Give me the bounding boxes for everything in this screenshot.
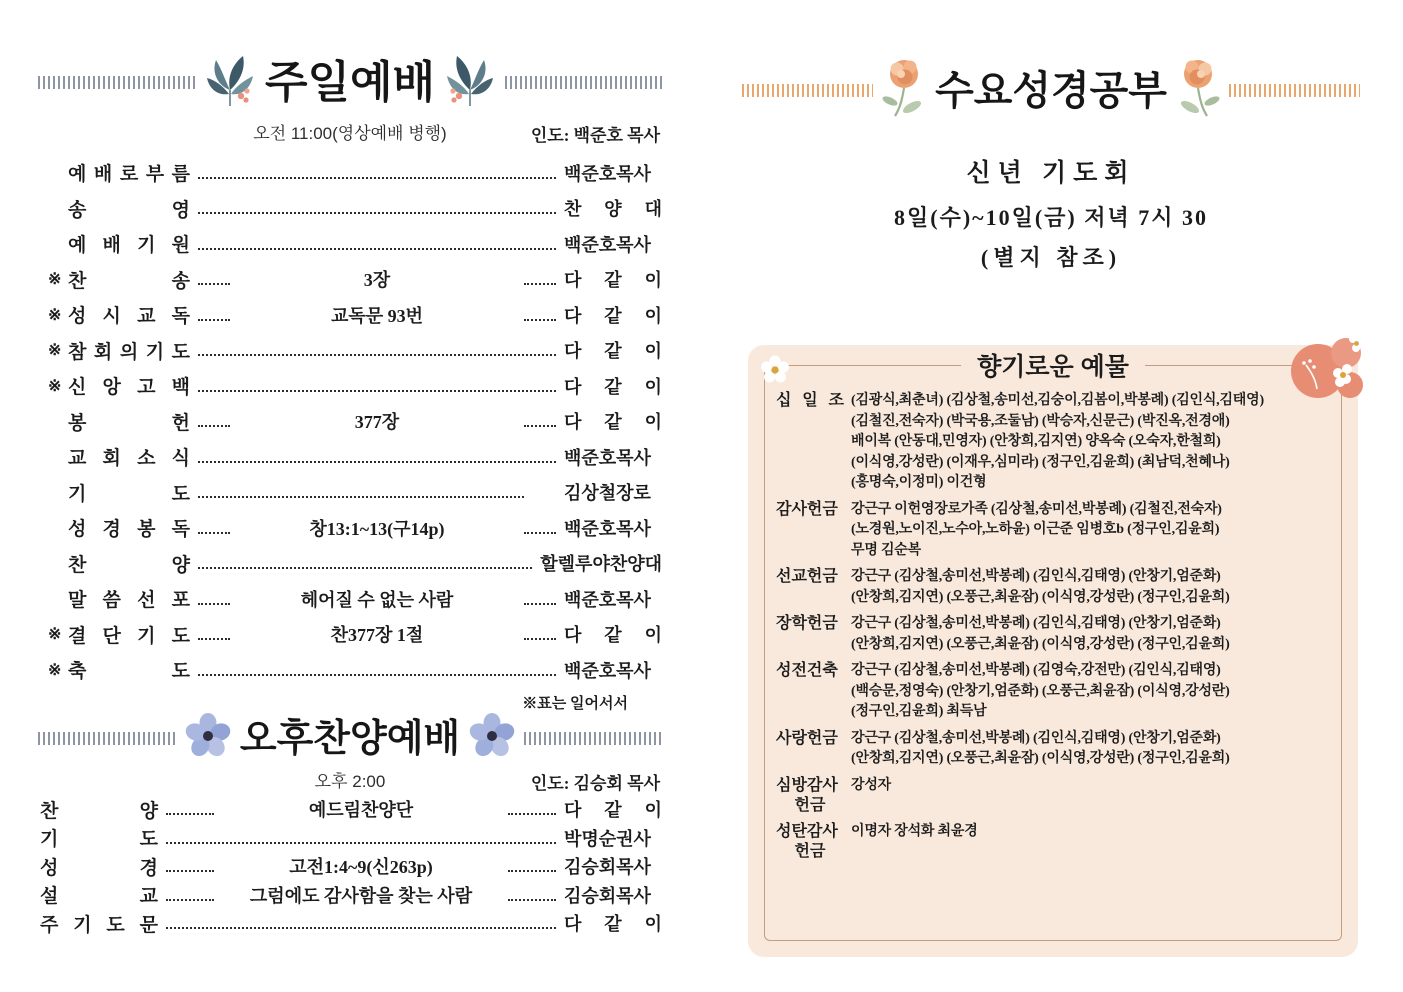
afternoon-leader: 인도: 김승회 목사 <box>530 774 660 793</box>
row-name: 백준호목사 <box>564 518 651 539</box>
offering-item <box>776 729 1340 770</box>
morning-title: 주일예배 <box>265 57 436 107</box>
offering-item <box>776 822 1340 862</box>
offering-names: 강근구 (김상철,송미선,박봉례) (김영숙,강전만) (김인식,김태영) (백승문,정영숙) (안창기,엄준화) (오풍근,최윤잠) (이식영,강성란) (정구인,김윤희) 최득남 <box>851 663 1230 719</box>
notice-schedule: 8일(수)~10일(금) 저녁 7시 30 <box>893 205 1208 230</box>
row-label: 설 교 <box>40 886 158 908</box>
notice-reference: (별지 참조) <box>980 245 1122 270</box>
worship-row <box>38 404 662 440</box>
morning-header <box>38 52 662 113</box>
row-label: 성 경 봉 독 <box>68 519 190 541</box>
stripe-rule-left <box>38 732 176 745</box>
offering-label: 사랑헌금 <box>776 729 838 747</box>
wednesday-title: 수요성경공부 <box>935 68 1167 113</box>
stripe-rule-left <box>38 76 195 89</box>
dotted-leader <box>166 860 214 872</box>
dotted-leader <box>198 486 524 498</box>
afternoon-header <box>38 712 662 765</box>
offering-label: 성탄감사 헌금 <box>776 822 838 860</box>
offering-item <box>776 661 1340 723</box>
leaf-sprig-icon <box>443 52 497 113</box>
row-center-value: 고전1:4~9(신263p) <box>289 857 433 878</box>
dotted-leader <box>508 803 556 815</box>
offering-item <box>776 776 1340 816</box>
dotted-leader <box>508 860 556 872</box>
row-name: 다 같 이 <box>564 270 662 291</box>
offerings-title: 향기로운 예물 <box>961 347 1145 383</box>
offering-label: 십 일 조 <box>776 392 844 409</box>
row-label: 성 시 교 독 <box>68 306 190 328</box>
worship-row <box>38 368 662 404</box>
row-name: 백준호목사 <box>564 589 651 610</box>
worship-row <box>38 475 662 511</box>
anemone-flower-icon <box>184 712 232 765</box>
stripe-rule-left <box>742 84 873 97</box>
row-label: 예 배 로 부 름 <box>68 164 190 186</box>
row-name: 백준호목사 <box>564 447 651 468</box>
row-center-value: 그럼에도 감사함을 찾는 사람 <box>249 885 473 906</box>
row-name: 다 같 이 <box>564 625 662 646</box>
worship-row <box>38 297 662 333</box>
row-name: 박명순권사 <box>564 828 651 849</box>
blossom-icon <box>759 354 791 391</box>
stand-mark: ※ <box>48 661 62 679</box>
row-label: 축 도 <box>68 661 190 683</box>
worship-row <box>38 155 662 191</box>
row-name: 다 같 이 <box>564 412 662 433</box>
worship-row <box>38 617 662 653</box>
new-year-prayer-notice <box>742 153 1360 272</box>
leaf-sprig-icon <box>203 52 257 113</box>
offering-names: 강근구 (김상철,송미선,박봉례) (김인식,김태영) (안창기,엄준화) (안창희,김지연) (오풍근,최윤잠) (이식영,강성란) (정구인,김윤희) <box>851 616 1230 652</box>
offering-item <box>776 391 1340 494</box>
row-label: 말 씀 선 포 <box>68 590 190 612</box>
dotted-leader <box>198 557 532 569</box>
worship-row <box>38 909 662 938</box>
worship-row <box>38 333 662 369</box>
row-name: 백준호목사 <box>564 660 651 681</box>
row-name: 백준호목사 <box>564 234 651 255</box>
afternoon-order-list <box>38 795 662 938</box>
dotted-leader <box>198 238 556 250</box>
peony-flower-icon <box>881 58 927 123</box>
row-center-value: 찬377장 1절 <box>330 625 424 646</box>
morning-service-section <box>38 52 662 713</box>
stand-mark: ※ <box>48 306 62 324</box>
row-center-value: 377장 <box>354 412 400 433</box>
row-name: 다 같 이 <box>564 376 662 397</box>
offering-label: 심방감사 헌금 <box>776 776 838 814</box>
dotted-leader <box>198 380 556 392</box>
offering-label: 성전건축 <box>776 662 838 679</box>
dotted-leader <box>198 309 230 321</box>
morning-order-list <box>38 155 662 688</box>
dotted-leader <box>508 889 556 901</box>
stand-mark: ※ <box>48 342 62 360</box>
dotted-leader <box>198 202 556 214</box>
worship-row <box>38 191 662 227</box>
worship-row <box>38 652 662 688</box>
notice-title: 신년 기도회 <box>966 160 1136 187</box>
worship-row <box>38 546 662 582</box>
stand-mark: ※ <box>48 377 62 395</box>
row-center-value: 헤어질 수 없는 사람 <box>300 589 454 610</box>
dotted-leader <box>198 451 556 463</box>
dotted-leader <box>198 593 230 605</box>
dotted-leader <box>198 522 230 534</box>
offering-label: 감사헌금 <box>776 500 838 518</box>
row-label: 예 배 기 원 <box>68 235 190 257</box>
offering-names: 이명자 장석화 최윤경 <box>851 823 978 839</box>
offering-label: 선교헌금 <box>776 568 838 585</box>
row-center-value: 교독문 93번 <box>330 305 424 326</box>
row-label: 송 영 <box>68 199 190 221</box>
row-label: 찬 양 <box>68 554 190 576</box>
dotted-leader <box>524 309 556 321</box>
offerings-box <box>748 345 1358 957</box>
worship-row <box>38 262 662 298</box>
row-name: 김승회목사 <box>564 885 651 906</box>
dotted-leader <box>166 832 556 844</box>
dotted-leader <box>166 803 214 815</box>
row-name: 다 같 이 <box>564 305 662 326</box>
row-name: 김승회목사 <box>564 857 651 878</box>
dotted-leader <box>198 167 556 179</box>
offering-names: 강근구 (김상철,송미선,박봉례) (김인식,김태영) (안창기,엄준화) (안창희,김지연) (오풍근,최윤잠) (이식영,강성란) (정구인,김윤희) <box>851 569 1230 605</box>
row-center-value: 3장 <box>363 270 391 291</box>
row-label: 신 앙 고 백 <box>68 377 190 399</box>
row-center-value: 창13:1~13(구14p) <box>309 518 445 539</box>
row-label: 봉 헌 <box>68 412 190 434</box>
worship-row <box>38 226 662 262</box>
dotted-leader <box>198 664 556 676</box>
dotted-leader <box>198 273 230 285</box>
stripe-rule-right <box>505 76 662 89</box>
row-name: 백준호목사 <box>564 163 651 184</box>
offering-names: (김광식,최춘녀) (김상철,송미선,김숭이,김봄이,박봉례) (김인식,김태영) (김철진,전숙자) (박국용,조둘남) (박승자,신문근) (박진옥,전경애) 배이복 (안동대,민영자) (안창희,김지연) 양옥숙 (오숙자,한철희) (이식영,강성란) (이재우,심미라) (정구인,김윤희) (최남덕,천혜나) (홍명숙,이정미) 이건형 <box>851 393 1264 490</box>
worship-row <box>38 795 662 824</box>
dotted-leader <box>524 522 556 534</box>
row-center-value: 예드림찬양단 <box>308 800 414 821</box>
stripe-rule-right <box>524 732 662 745</box>
offering-item <box>776 614 1340 655</box>
dotted-leader <box>166 889 214 901</box>
dotted-leader <box>198 628 230 640</box>
worship-row <box>38 881 662 910</box>
wednesday-header <box>742 58 1360 123</box>
offering-names: 강성자 <box>851 777 891 793</box>
offering-label: 장학헌금 <box>776 615 838 632</box>
worship-row <box>38 439 662 475</box>
morning-leader: 인도: 백준호 목사 <box>530 126 660 145</box>
stand-mark: ※ <box>48 626 62 644</box>
peony-flower-icon <box>1175 58 1221 123</box>
row-name: 찬 양 대 <box>564 199 662 220</box>
dotted-leader <box>524 593 556 605</box>
offerings-list <box>776 391 1340 868</box>
row-label: 교 회 소 식 <box>68 448 190 470</box>
row-label: 참 회 의 기 도 <box>68 341 190 363</box>
stand-footnote: ※표는 일어서서 <box>522 695 628 712</box>
worship-row <box>38 824 662 853</box>
row-label: 찬 양 <box>40 800 158 822</box>
afternoon-title: 오후찬양예배 <box>239 717 461 760</box>
afternoon-service-section <box>38 712 662 938</box>
morning-time: 오전 11:00(영상예배 병행) <box>253 124 447 143</box>
dotted-leader <box>524 415 556 427</box>
dotted-leader <box>524 273 556 285</box>
row-label: 주 기 도 문 <box>40 914 158 936</box>
dotted-leader <box>524 628 556 640</box>
row-label: 결 단 기 도 <box>68 625 190 647</box>
row-name: 다 같 이 <box>564 914 662 935</box>
offering-names: 강근구 이헌영장로가족 (김상철,송미선,박봉례) (김철진,전숙자) (노경원,노이진,노수아,노하윤) 이근준 임병호b (정구인,김윤희) 무명 김순복 <box>851 501 1222 558</box>
worship-row <box>38 852 662 881</box>
offering-item <box>776 567 1340 608</box>
dotted-leader <box>198 344 556 356</box>
row-label: 찬 송 <box>68 270 190 292</box>
row-name: 할렐루야찬양대 <box>540 554 662 575</box>
stand-mark: ※ <box>48 271 62 289</box>
row-label: 기 도 <box>40 829 158 851</box>
worship-row <box>38 581 662 617</box>
offering-item <box>776 500 1340 562</box>
stripe-rule-right <box>1229 84 1360 97</box>
dotted-leader <box>166 917 556 929</box>
afternoon-time: 오후 2:00 <box>314 772 386 791</box>
wednesday-section <box>742 58 1360 123</box>
row-label: 성 경 <box>40 857 158 879</box>
row-name: 다 같 이 <box>564 800 662 821</box>
anemone-flower-icon <box>468 712 516 765</box>
offering-names: 강근구 (김상철,송미선,박봉례) (김인식,김태영) (안창기,엄준화) (안창희,김지연) (오풍근,최윤잠) (이식영,강성란) (정구인,김윤희) <box>851 730 1230 766</box>
row-name: 다 같 이 <box>564 341 662 362</box>
dotted-leader <box>198 415 230 427</box>
row-name: 김상철장로 <box>564 483 651 504</box>
row-label: 기 도 <box>68 483 190 505</box>
worship-row <box>38 510 662 546</box>
